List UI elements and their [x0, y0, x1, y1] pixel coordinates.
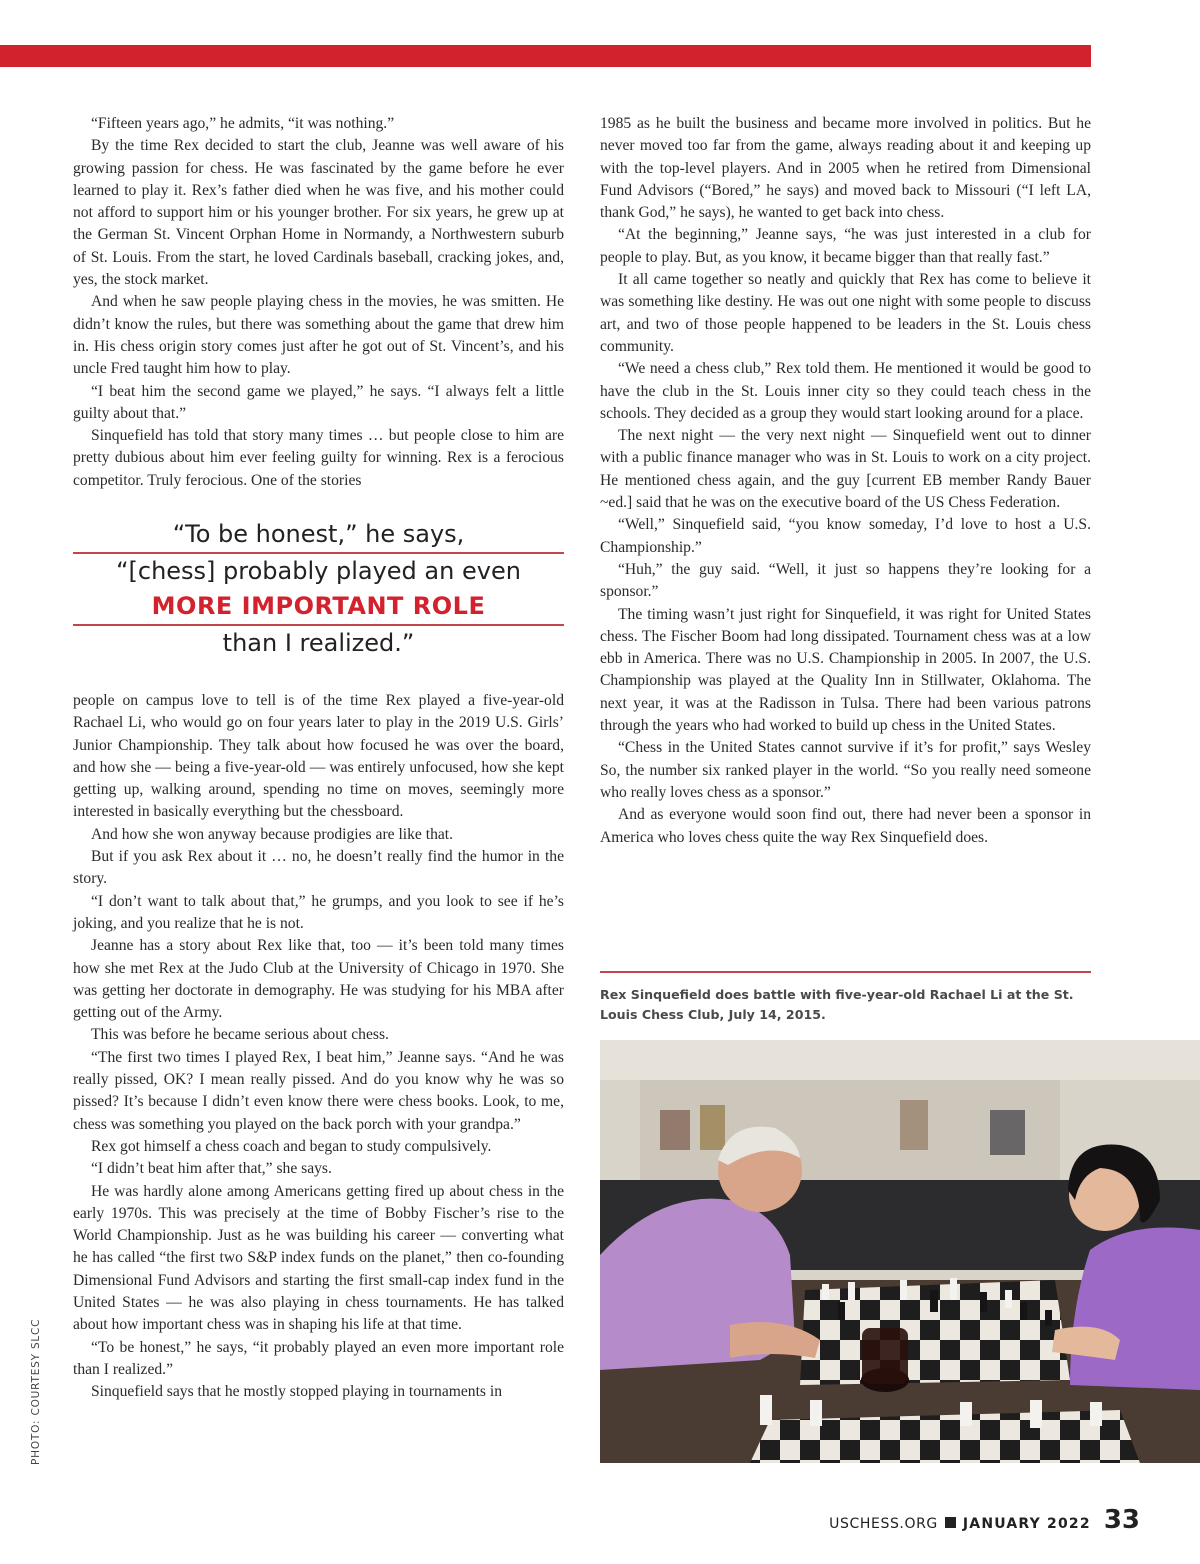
paragraph: “Well,” Sinquefield said, “you know someday, I’d love to host a U.S. Championship.”: [600, 516, 1091, 556]
footer-site: USCHESS.ORG: [829, 1516, 938, 1532]
paragraph: “I beat him the second game we played,” he says. “I always felt a little guilty about that.”: [73, 382, 564, 422]
photo-illustration: [600, 1040, 1200, 1463]
photo-credit: PHOTO: COURTESY SLCC: [30, 1318, 42, 1465]
paragraph: By the time Rex decided to start the club, Jeanne was well aware of his growing passion for chess. He was fascinated by the game before he ever learned to play it. Rex’s father died when he was five, and his mother could not afford to support him or his younger brother. For six years, he grew up at the German St. Vincent Orphan Home in Normandy, a Northwestern suburb of St. Louis. From the start, he loved Cardinals baseball, cracking jokes, and, yes, the stock market.: [73, 137, 564, 289]
paragraph: Sinquefield says that he mostly stopped playing in tournaments in: [91, 1383, 503, 1401]
pull-quote-line: “To be honest,” he says,: [172, 520, 465, 548]
page-footer: [829, 1505, 1140, 1535]
footer-square-icon: [945, 1517, 956, 1528]
paragraph: And as everyone would soon find out, there had never been a sponsor in America who loves chess quite the way Rex Sinquefield does.: [600, 806, 1091, 846]
paragraph: “Chess in the United States cannot survive if it’s for profit,” says Wesley So, the number six ranked player in the world. “So you really need someone who really loves chess as a sponsor.”: [600, 739, 1091, 801]
paragraph: The timing wasn’t just right for Sinquefield, it was right for United States chess. The Fischer Boom had long dissipated. Tournament chess was at a low ebb in America. There was no U.S. Championship in 2005. In 2007, the U.S. Championship was played at the Quality Inn in Stillwater, Oklahoma. The next year, it was at the Radisson in Tulsa. There had been various patrons through the years who had worked to build up chess in the United States.: [600, 605, 1091, 735]
paragraph: “To be honest,” he says, “it probably played an even more important role than I realized.”: [73, 1338, 564, 1378]
paragraph: Rex got himself a chess coach and began to study compulsively.: [91, 1137, 492, 1155]
pull-quote-line: than I realized.”: [222, 629, 415, 657]
paragraph: “The first two times I played Rex, I beat him,” Jeanne says. “And he was really pissed, OK? I mean really pissed. And do you know why he was so pissed? It’s because I didn’t even know there were chess books. Look, to me, chess was something you played on the back porch with your grandpa.”: [73, 1048, 564, 1133]
paragraph: Sinquefield has told that story many times … but people close to him are pretty dubious about him ever feeling guilty for winning. Rex is a ferocious competitor. Truly ferocious. One of the stories: [73, 427, 564, 489]
article-column-right: [600, 113, 1091, 849]
paragraph: This was before he became serious about chess.: [91, 1026, 389, 1044]
paragraph: “I didn’t beat him after that,” she says.: [91, 1160, 332, 1178]
page-number: 33: [1103, 1505, 1140, 1535]
girl-dress: [1070, 1228, 1200, 1391]
paragraph: “We need a chess club,” Rex told them. He mentioned it would be good to have the club in the St. Louis inner city so they could teach chess in the schools. They decided as a group they would start looking around for a place.: [600, 360, 1091, 422]
article-column-left-bottom: [73, 690, 564, 1404]
caption-rule: [600, 971, 1091, 973]
paragraph: And how she won anyway because prodigies are like that.: [91, 825, 454, 843]
paragraph: people on campus love to tell is of the time Rex played a five-year-old Rachael Li, who would go on four years later to play in the 2019 U.S. Girls’ Junior Championship. They talk about how focused he was over the board, and how she — being a five-year-old — was entirely unfocused, how she kept getting up, walking around, spending no time on moves, seemingly more interested in basically everything but the chessboard.: [73, 692, 564, 821]
pull-quote-rule: [73, 552, 564, 554]
drink-glass: [862, 1328, 908, 1384]
pull-quote: [73, 517, 564, 661]
paragraph: 1985 as he built the business and became more involved in politics. But he never moved too far from the game, always reading about it and keeping up with the top-level players. And in 2005 when he retired from Dimensional Fund Advisors (“Bored,” he says) and moved back to Missouri (“I left LA, thank God,” he says), he wanted to get back into chess.: [600, 115, 1091, 222]
paragraph: “I don’t want to talk about that,” he grumps, and you look to see if he’s joking, and you realize that he is not.: [73, 892, 564, 932]
paragraph: It all came together so neatly and quickly that Rex has come to believe it was something like destiny. He was out one night with some people to discuss art, and two of those people happened to be leaders in the St. Louis chess community.: [600, 271, 1091, 355]
paragraph: And when he saw people playing chess in the movies, he was smitten. He didn’t know the rules, but there was something about the game that drew him in. His chess origin story comes just after he got out of St. Vincent’s, and his uncle Fred taught him how to play.: [73, 293, 564, 378]
footer-issue: JANUARY 2022: [962, 1516, 1091, 1532]
photo-caption: Rex Sinquefield does battle with five-year-old Rachael Li at the St. Louis Chess Club, July 14, 2015.: [600, 987, 1074, 1022]
chess-game-photo: [600, 1040, 1200, 1463]
paragraph: He was hardly alone among Americans getting fired up about chess in the early 1970s. This was precisely at the time of Bobby Fischer’s rise to the World Championship. Just as he was building his career — converting what he has called “the first two S&P index funds on the planet,” then co-founding Dimensional Fund Advisors and starting the first small-cap index fund in the United States — he was also playing in chess tournaments. He has talked about how important chess was in shaping his life at that time.: [73, 1182, 564, 1334]
pull-quote-line: “[chess] probably played an even: [116, 557, 521, 585]
paragraph: But if you ask Rex about it … no, he doesn’t really find the humor in the story.: [73, 848, 564, 888]
paragraph: The next night — the very next night — Sinquefield went out to dinner with a public finance manager who was in St. Louis to work on a city project. He mentioned chess again, and the guy [current EB member Randy Bauer ~ed.] said that he was on the executive board of the US Chess Federation.: [600, 427, 1091, 512]
paragraph: “Fifteen years ago,” he admits, “it was nothing.”: [91, 115, 395, 132]
pull-quote-rule: [73, 624, 564, 626]
paragraph: “Huh,” the guy said. “Well, it just so happens they’re looking for a sponsor.”: [600, 560, 1091, 601]
pull-quote-accent: MORE IMPORTANT ROLE: [151, 592, 486, 620]
paragraph: Jeanne has a story about Rex like that, too — it’s been told many times how she met Rex at the Judo Club at the University of Chicago in 1970. She was getting her doctorate in demography. He was studying for his MBA after getting out of the Army.: [73, 937, 564, 1022]
top-accent-bar: [0, 45, 1091, 67]
article-column-left-top: [73, 113, 564, 492]
paragraph: “At the beginning,” Jeanne says, “he was just interested in a club for people to play. But, as you know, it became bigger than that really fast.”: [600, 226, 1091, 266]
